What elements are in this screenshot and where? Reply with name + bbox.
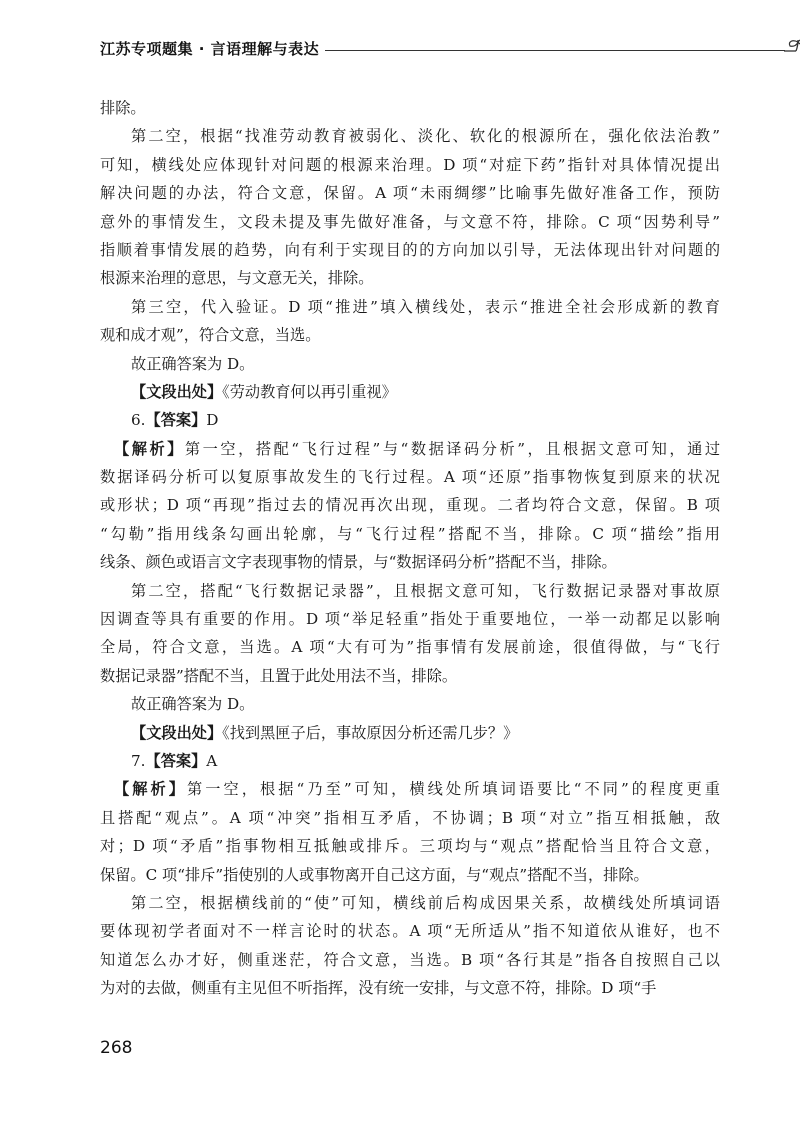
line-text: 知道怎么办才好，侧重迷茫，符合文意，当选。B 项“各行其是”指各自按照自己以 xyxy=(100,950,720,969)
header-rule xyxy=(325,50,785,51)
line-text: 第二空，根据横线前的“使”可知，横线前后构成因果关系，故横线处所填词语 xyxy=(131,893,720,912)
text-line xyxy=(100,435,720,463)
line-text: D xyxy=(206,411,219,430)
text-line xyxy=(100,321,720,349)
text-line xyxy=(100,94,720,122)
text-line xyxy=(100,264,720,292)
line-text: 对；D 项“矛盾”指事物相互抵触或排斥。三项均与“观点”搭配恰当且符合文意， xyxy=(100,837,720,856)
text-line xyxy=(100,577,720,605)
text-line xyxy=(100,974,720,1002)
text-line xyxy=(100,633,720,661)
text-line xyxy=(100,378,720,406)
line-text: 因调查等具有重要的作用。D 项“举足轻重”指处于重要地位，一举一动都足以影响 xyxy=(100,610,720,629)
line-text: 第一空，搭配“飞行过程”与“数据译码分析”，且根据文意可知，通过 xyxy=(184,439,720,458)
question-number: 7. xyxy=(131,751,146,770)
line-text: “勾勒”指用线条勾画出轮廓，与“飞行过程”搭配不当，排除。C 项“描绘”指用 xyxy=(100,524,720,543)
text-line xyxy=(100,179,720,207)
text-line xyxy=(100,861,720,889)
line-text: 保留。C 项“排斥”指使别的人或事物离开自己这方面，与“观点”搭配不当，排除。 xyxy=(100,865,649,884)
line-text: 第一空，根据“乃至”可知，横线处所填词语要比“不同”的程度更重 xyxy=(187,780,720,799)
line-text: 线条、颜色或语言文字表现事物的情景，与“数据译码分析”搭配不当，排除。 xyxy=(100,553,617,572)
line-text: 且搭配“观点”。A 项“冲突”指相互矛盾，不协调；B 项“对立”指互相抵触，敌 xyxy=(100,808,720,827)
section-label: 【文段出处】 xyxy=(131,723,223,742)
text-line xyxy=(100,662,720,690)
line-text: 意外的事情发生，文段未提及事先做好准备，与文意不符，排除。C 项“因势利导” xyxy=(100,212,720,231)
line-text: 故正确答案为 D。 xyxy=(131,354,255,373)
text-line xyxy=(100,463,720,491)
text-line xyxy=(100,605,720,633)
line-text: 全局，符合文意，当选。A 项“大有可为”指事情有发展前途，很值得做，与“飞行 xyxy=(100,638,720,657)
line-text: 或形状；D 项“再现”指过去的情况再次出现，重现。二者均符合文意，保留。B 项 xyxy=(100,496,720,515)
line-text: 第二空，搭配“飞行数据记录器”，且根据文意可知，飞行数据记录器对事故原 xyxy=(131,581,720,600)
text-line xyxy=(100,946,720,974)
line-text: 可知，横线处应体现针对问题的根源来治理。D 项“对症下药”指针对具体情况提出 xyxy=(100,155,720,174)
line-text: 数据译码分析可以复原事故发生的飞行过程。A 项“还原”指事物恢复到原来的状况 xyxy=(100,468,720,487)
line-text: 根源来治理的意思，与文意无关，排除。 xyxy=(100,269,374,288)
page-number: 268 xyxy=(100,1038,133,1058)
text-line xyxy=(100,690,720,718)
text-line xyxy=(100,406,720,434)
page-body xyxy=(100,94,720,1003)
line-text: 要体现初学者面对不一样言论时的状态。A 项“无所适从”指不知道依从谁好，也不 xyxy=(100,922,720,941)
line-text: 指顺着事情发展的趋势，向有利于实现目的的方向加以引导，无法体现出针对问题的 xyxy=(100,240,720,259)
line-text: A xyxy=(206,751,218,770)
text-line xyxy=(100,236,720,264)
text-line xyxy=(100,208,720,236)
text-line xyxy=(100,151,720,179)
section-label: 【文段出处】 xyxy=(131,382,223,401)
section-label: 【答案】 xyxy=(145,411,207,430)
text-line xyxy=(100,917,720,945)
text-line xyxy=(100,520,720,548)
text-line xyxy=(100,719,720,747)
running-header xyxy=(100,36,720,66)
text-line xyxy=(100,775,720,803)
line-text: 《劳动教育何以再引重视》 xyxy=(222,382,397,401)
text-line xyxy=(100,293,720,321)
line-text: 为对的去做，侧重有主见但不听指挥，没有统一安排，与文意不符，排除。D 项“手 xyxy=(100,979,657,998)
section-label: 【解析】 xyxy=(114,439,185,458)
header-title: 江苏专项题集 · 言语理解与表达 xyxy=(100,40,320,58)
text-line xyxy=(100,832,720,860)
line-text: 故正确答案为 D。 xyxy=(131,695,255,714)
line-text: 第二空，根据“找准劳动教育被弱化、淡化、软化的根源所在，强化依法治教” xyxy=(131,127,720,146)
line-text: 《找到黑匣子后，事故原因分析还需几步？》 xyxy=(222,723,519,742)
text-line xyxy=(100,350,720,378)
line-text: 排除。 xyxy=(100,99,146,117)
text-line xyxy=(100,889,720,917)
text-line xyxy=(100,747,720,775)
line-text: 解决问题的办法，符合文意，保留。A 项“未雨绸缪”比喻事先做好准备工作，预防 xyxy=(100,184,720,203)
section-label: 【答案】 xyxy=(145,751,207,770)
text-line xyxy=(100,548,720,576)
line-text: 第三空，代入验证。D 项“推进”填入横线处，表示“推进全社会形成新的教育 xyxy=(131,297,720,316)
leaf-sprout-icon xyxy=(782,36,800,60)
question-number: 6. xyxy=(131,411,146,430)
text-line xyxy=(100,122,720,150)
line-text: 数据记录器”搭配不当，且置于此处用法不当，排除。 xyxy=(100,666,458,685)
text-line xyxy=(100,491,720,519)
section-label: 【解析】 xyxy=(114,780,187,799)
text-line xyxy=(100,804,720,832)
line-text: 观和成才观”，符合文意，当选。 xyxy=(100,326,321,345)
